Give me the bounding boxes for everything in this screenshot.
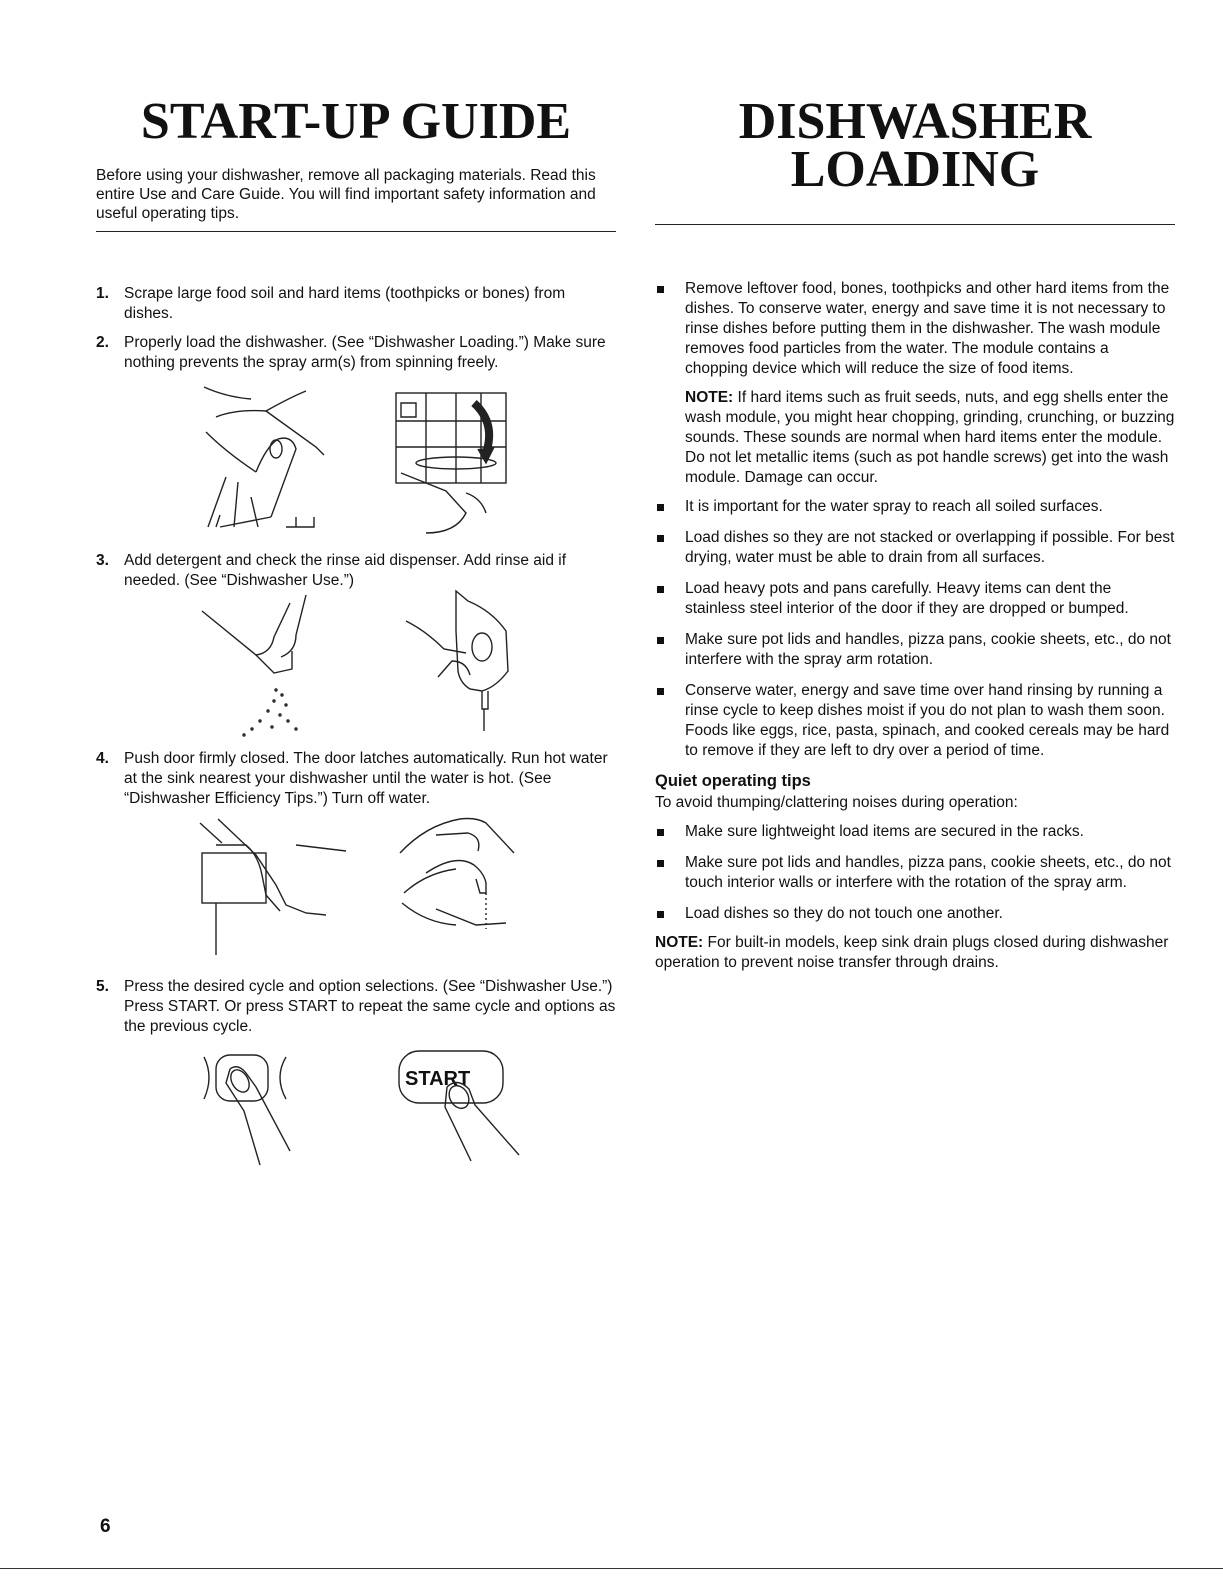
scraping-dish-illustration (196, 377, 356, 547)
bullet-square-icon (657, 286, 664, 293)
note-wash-module (685, 388, 1175, 488)
quiet-tips-heading: Quiet operating tips (655, 772, 811, 790)
start-up-steps-cont2 (96, 749, 616, 809)
loading-tip (655, 279, 1175, 488)
note-text: If hard items such as fruit seeds, nuts, and egg shells enter the wash module, you might hear chopping, grinding, crunching, or buzzing sounds. These sounds are normal when hard items enter the module. Do not let metallic items (such as pot handle screws) get into the wash module. Damage can occur. (685, 389, 1175, 486)
loading-tip-text: Load heavy pots and pans carefully. Heavy items can dent the stainless steel interior of the door if they are dropped or bumped. (685, 580, 1129, 617)
cycle-button-press-illustration (196, 1047, 346, 1177)
illustration-detergent-rinse-aid (96, 591, 616, 749)
bullet-square-icon (657, 829, 664, 836)
step-number: 1. (96, 285, 109, 302)
step-number: 4. (96, 750, 109, 767)
step-4 (96, 749, 616, 809)
dishwasher-loading-title-line1: DISHWASHER (738, 93, 1092, 150)
faucet-illustration (396, 813, 546, 973)
loading-tip-text: Remove leftover food, bones, toothpicks and other hard items from the dishes. To conserve water, energy and save time it is not necessary to rinse dishes before putting them in the dishwasher. The wash module removes food particles from the water. The module contains a chopping device which will reduce the size of food items. (685, 280, 1170, 377)
rack-spray-arm-illustration (386, 373, 536, 543)
start-up-intro: Before using your dishwasher, remove all packaging materials. Read this entire Use and Care Guide. You will find important safety information and useful operating tips. (96, 167, 596, 222)
step-text: Press the desired cycle and option selections. (See “Dishwasher Use.”) Press START. Or press START to repeat the same cycle and options as the previous cycle. (124, 978, 616, 1035)
pouring-detergent-illustration (196, 595, 336, 745)
bottom-rule (0, 1568, 1223, 1569)
quiet-tips-intro: To avoid thumping/clattering noises during operation: (655, 794, 1018, 811)
loading-tip (655, 630, 1175, 670)
illustration-buttons (96, 1037, 616, 1177)
loading-tip-text: Make sure pot lids and handles, pizza pans, cookie sheets, etc., do not interfere with the spray arm rotation. (685, 631, 1171, 668)
loading-tip (655, 497, 1175, 517)
bullet-square-icon (657, 688, 664, 695)
quiet-tip-text: Load dishes so they do not touch one another. (685, 905, 1003, 922)
quiet-tips-list (655, 822, 1175, 924)
closing-door-illustration (196, 815, 346, 975)
step-3 (96, 551, 616, 591)
start-up-steps-cont (96, 551, 616, 591)
quiet-tip (655, 853, 1175, 893)
step-text: Push door firmly closed. The door latches automatically. Run hot water at the sink nearest your dishwasher until the water is hot. (See “Dishwasher Efficiency Tips.”) Turn off water. (124, 750, 608, 807)
loading-tip (655, 681, 1175, 761)
note-drain-plugs (655, 933, 1175, 973)
step-text: Properly load the dishwasher. (See “Dishwasher Loading.”) Make sure nothing prevents the spray arm(s) from spinning freely. (124, 334, 606, 371)
note-label: NOTE: (655, 934, 704, 951)
step-1 (96, 284, 616, 324)
left-title-rule (96, 231, 616, 232)
quiet-tip (655, 904, 1175, 924)
dishwasher-loading-title-line2: LOADING (790, 141, 1040, 198)
bullet-square-icon (657, 911, 664, 918)
start-up-steps (96, 284, 616, 373)
note-label: NOTE: (685, 389, 734, 406)
start-up-guide-section (96, 93, 616, 1177)
step-number: 2. (96, 334, 109, 351)
note-text: For built-in models, keep sink drain plugs closed during dishwasher operation to prevent noise transfer through drains. (655, 934, 1169, 971)
illustration-door-and-faucet (96, 809, 616, 977)
bullet-square-icon (657, 637, 664, 644)
loading-tip-text: Load dishes so they are not stacked or overlapping if possible. For best drying, water must be able to drain from all surfaces. (685, 529, 1175, 566)
start-button-label: START (405, 1068, 471, 1090)
quiet-tip (655, 822, 1175, 842)
loading-tip-text: It is important for the water spray to reach all soiled surfaces. (685, 498, 1103, 515)
start-up-guide-title: START-UP GUIDE (140, 93, 572, 150)
rinse-aid-bottle-illustration (396, 591, 536, 741)
step-number: 3. (96, 552, 109, 569)
step-5 (96, 977, 616, 1037)
step-number: 5. (96, 978, 109, 995)
page-number: 6 (100, 1516, 111, 1537)
step-text: Scrape large food soil and hard items (toothpicks or bones) from dishes. (124, 285, 566, 322)
step-2 (96, 333, 616, 373)
start-up-steps-cont3 (96, 977, 616, 1037)
bullet-square-icon (657, 504, 664, 511)
loading-tip (655, 528, 1175, 568)
start-button-press-illustration (391, 1037, 541, 1167)
quiet-tip-text: Make sure pot lids and handles, pizza pans, cookie sheets, etc., do not touch interior walls or interfere with the rotation of the spray arm. (685, 854, 1171, 891)
loading-tip-text: Conserve water, energy and save time over hand rinsing by running a rinse cycle to keep dishes moist if you do not plan to wash them soon. Foods like eggs, rice, pasta, spinach, and cooked cereals may be hard to remove if they are left to dry over a period of time. (685, 682, 1170, 759)
right-title-rule (655, 224, 1175, 225)
illustration-scrape-and-load (96, 373, 616, 551)
bullet-square-icon (657, 586, 664, 593)
bullet-square-icon (657, 860, 664, 867)
loading-tips-list-2 (655, 497, 1175, 761)
step-text: Add detergent and check the rinse aid dispenser. Add rinse aid if needed. (See “Dishwasher Use.”) (124, 552, 567, 589)
bullet-square-icon (657, 535, 664, 542)
loading-tips-list (655, 279, 1175, 488)
dishwasher-loading-section (655, 93, 1175, 973)
quiet-tip-text: Make sure lightweight load items are secured in the racks. (685, 823, 1084, 840)
loading-tip (655, 579, 1175, 619)
